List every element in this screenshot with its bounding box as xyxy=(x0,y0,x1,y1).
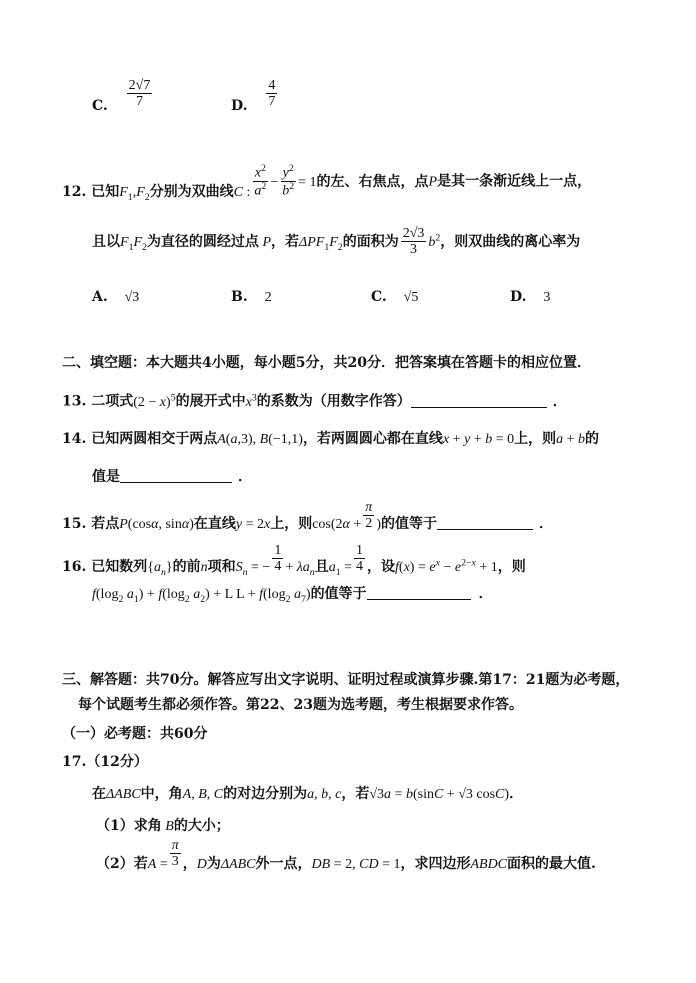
q11-option-d xyxy=(231,78,279,114)
answer-blank[interactable] xyxy=(437,529,533,530)
q15-text: 上，则 xyxy=(270,515,313,532)
q16-text: 项和 xyxy=(207,558,236,575)
question-number: 14. xyxy=(62,431,87,447)
option-value: 3 xyxy=(543,290,551,305)
q13-text: 的展开式中 xyxy=(175,393,246,410)
q17-text: 中，角 xyxy=(140,786,183,802)
q12-text: 的面积为 xyxy=(342,233,399,250)
math-triangle: $\Delta PF_1F_2$ xyxy=(299,234,343,253)
question-number: 17. xyxy=(62,754,87,770)
math-point-p: P(cosα, sinα) xyxy=(119,516,194,532)
q14-text: 值是 xyxy=(92,469,120,485)
q15-text: 在直线 xyxy=(193,515,236,532)
q12-option-a xyxy=(92,289,139,307)
q13-end: ． xyxy=(552,393,567,410)
q15-line: 15. 若点P(cosα, sinα)在直线y = 2x上，则cos(2α + $\frac{\pi}{2}$ )的值等于 ． xyxy=(62,500,553,532)
q12-text: 已知 xyxy=(91,183,120,200)
q17-header xyxy=(62,754,148,771)
q17-text: 面积的最大值. xyxy=(507,855,596,872)
question-number: 13. xyxy=(62,393,87,410)
option-label: D. xyxy=(510,289,527,305)
fraction-numerator: 4 xyxy=(268,78,276,93)
q13-text: 的系数为（用数字作答） xyxy=(256,393,411,410)
question-number: 16. xyxy=(62,558,87,575)
q17-text: ，求四边形 xyxy=(400,855,471,872)
q17-part1: （1）求角 B的大小； xyxy=(96,818,230,834)
q15-text: 若点 xyxy=(91,515,120,532)
math-f1f2: $F_1F_2$ xyxy=(120,234,147,253)
q17-text: 为 xyxy=(206,855,221,872)
fraction-denominator: 7 xyxy=(136,94,143,110)
q14-text: 的 xyxy=(585,431,599,447)
math-function-f: $f(x) = e^x - e^{2-x} + 1$ xyxy=(395,557,498,575)
option-value: √5 xyxy=(403,290,419,305)
q12-option-b xyxy=(231,289,272,307)
q16-text: 已知数列 xyxy=(91,558,148,575)
math-points: A(a,3), B(−1,1) xyxy=(217,432,303,447)
q17-text: ，若 xyxy=(341,786,370,802)
math-hyperbola: C : xyxy=(233,184,251,200)
math-frac-pi-2: $\frac{\pi}{2}$ xyxy=(365,500,373,532)
question-number: 15. xyxy=(62,515,87,532)
q17-text: 的对边分别为 xyxy=(223,786,308,802)
math-sum-expr: $f(\log_2$ $a_1) + f(\log_2$ $a_2) + L$ $L + f(\log_2$ $a_7$) xyxy=(92,587,311,605)
math-frac-1-4: $\frac{1}{4}$ xyxy=(356,543,364,575)
option-c-fraction xyxy=(127,78,153,110)
q16-text: ，设 xyxy=(367,558,396,575)
q12-text: ，则双曲线的离心率为 xyxy=(440,233,581,250)
option-d-fraction xyxy=(266,78,277,110)
section3-heading-line2: 每个试题考生都必须作答。第22、23题为选考题，考生根据要求作答。 xyxy=(78,697,523,713)
q14-text: ，若两圆圆心都在直线 xyxy=(302,431,443,447)
q17-text: ， xyxy=(182,855,197,872)
answer-blank[interactable] xyxy=(120,482,232,483)
q12-option-d xyxy=(510,289,550,307)
q17-text: 在 xyxy=(92,786,106,802)
q16-text: 的前 xyxy=(172,558,201,575)
q14-text: 上，则 xyxy=(514,431,557,447)
q17-text: ． xyxy=(509,786,524,802)
math-frac-x2a2: $\frac{x^2}{a^2}$ xyxy=(254,163,267,199)
q16-end: ． xyxy=(478,586,493,602)
option-label: C. xyxy=(371,289,387,305)
section3-subsection: （一）必考题：共60分 xyxy=(62,726,208,742)
q17-text: 外一点， xyxy=(255,855,312,872)
section2-heading: 二、填空题：本大题共4小题，每小题5分，共20分．把答案填在答题卡的相应位置． xyxy=(62,355,591,371)
question-number: 12. xyxy=(62,183,87,200)
q12-line2: 且以$F_1F_2$为直径的圆经过点 P，若$\Delta PF_1F_2$的面积为 $\frac{2√3}{3}$ $b^2$，则双曲线的离心率为 xyxy=(92,226,581,258)
option-label: C. xyxy=(92,97,108,114)
q13-text: 二项式 xyxy=(91,393,134,410)
option-label: D. xyxy=(231,97,248,114)
q17-part2: （2）若A = $\frac{\pi}{3}$ ，D为ΔABC外一点，DB = 2, CD = 1，求四边形ABDC面积的最大值. xyxy=(96,838,596,872)
fraction-denominator: 7 xyxy=(268,94,276,110)
q16-text: 的值等于 xyxy=(310,586,367,602)
q14-end: ． xyxy=(238,469,252,485)
math-cos-expr: cos(2α + xyxy=(312,516,362,532)
q15-end: ． xyxy=(538,515,553,532)
q11-option-c xyxy=(92,78,154,114)
option-value: √3 xyxy=(124,290,140,305)
q12-text: ，若 xyxy=(271,233,299,250)
option-value: 2 xyxy=(264,290,272,305)
option-label: A. xyxy=(92,289,108,305)
q17-text: （1）求角 xyxy=(96,818,162,834)
q16-line1: 16. 已知数列$\{a_n\}$的前n项和$S_n$ = − $\frac{1}{4}$ + $\lambda a_n$且$a_1$ = $\frac{1}{4}$ ，设$f(x) = e^x - e^{2-x} + 1$，则 xyxy=(62,543,526,578)
q13-line: 13. 二项式$(2 - x)^5$的展开式中$x^3$的系数为（用数字作答） ． xyxy=(62,392,567,410)
q14-line2 xyxy=(92,469,252,486)
answer-blank[interactable] xyxy=(411,407,547,408)
q15-text: 的值等于 xyxy=(380,515,437,532)
q14-text: 已知两圆相交于两点 xyxy=(91,431,218,447)
math-frac-2root3-3: $\frac{2√3}{3}$ xyxy=(402,226,425,258)
math-binomial: $(2 - x)^5$ xyxy=(133,392,176,410)
math-line: x + y + b = 0 xyxy=(442,432,515,447)
q12-text: 为直径的圆经过点 xyxy=(146,233,259,250)
math-frac-pi-3: $\frac{\pi}{3}$ xyxy=(171,838,179,870)
q12-text: 且以 xyxy=(92,233,120,250)
q12-text: 分别为双曲线 xyxy=(149,183,234,200)
math-frac-1-4: $\frac{1}{4}$ xyxy=(274,543,282,575)
q12-text: 是其一条渐近线上一点， xyxy=(437,173,592,190)
q14-line1: 14. 已知两圆相交于两点A(a,3), B(−1,1)，若两圆圆心都在直线x + y + b = 0上，则a + b的 xyxy=(62,431,599,447)
q12-line1: 12. 已知$F_1,F_2$分别为双曲线C : $\frac{x^2}{a^2}$ − $\frac{y^2}{b^2}$ = 1的左、右焦点，点P是其一条渐近线上一点， xyxy=(62,163,592,203)
q17-text: 的大小； xyxy=(173,818,230,834)
section3-heading-line1: 三、解答题：共70分。解答应写出文字说明、证明过程或演算步骤.第17：21题为必考题， xyxy=(62,672,630,688)
math-condition: √3a = b(sinC + √3 cosC) xyxy=(369,787,510,802)
q16-text: 且 xyxy=(314,558,329,575)
q12-text: 的左、右焦点，点 xyxy=(316,173,429,190)
question-points: （12分） xyxy=(86,754,148,770)
q17-text: （2）若 xyxy=(96,855,148,872)
math-f1f2: $F_1,F_2$ xyxy=(119,184,150,203)
math-frac-y2b2: $\frac{y^2}{b^2}$ xyxy=(282,163,295,199)
answer-blank[interactable] xyxy=(367,599,471,600)
q16-line2 xyxy=(92,586,493,606)
q17-stem: 在ΔABC中，角A, B, C的对边分别为a, b, c，若√3a = b(sinC + √3 cosC)． xyxy=(92,786,524,802)
option-label: B. xyxy=(231,289,248,305)
q16-text: ，则 xyxy=(497,558,526,575)
fraction-numerator: 2√7 xyxy=(128,78,151,93)
q12-option-c xyxy=(371,289,418,307)
